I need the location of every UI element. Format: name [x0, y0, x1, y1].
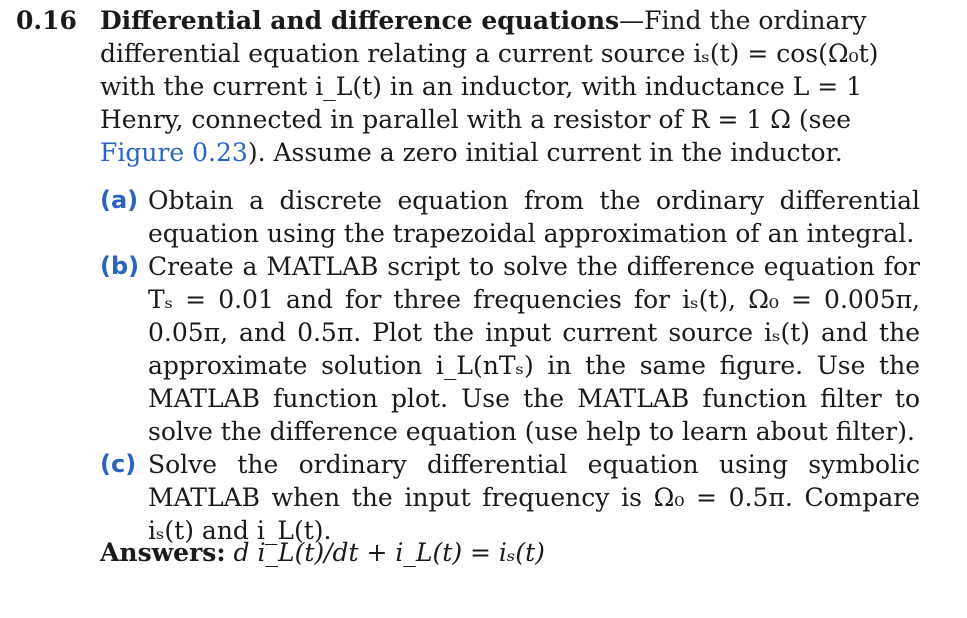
- part-a: [100, 184, 920, 250]
- part-c: [100, 448, 920, 547]
- part-b-label: (b): [100, 252, 140, 280]
- answers: [100, 536, 545, 569]
- part-b-text: Create a MATLAB script to solve the difference equation for Tₛ = 0.01 and for three frequencies for iₛ(t), Ω₀ = 0.005π, 0.05π, and 0.5π. Plot the input current source iₛ(t) and the approximate solution i_L(nTₛ) in the same figure. Use the MATLAB function plot. Use the MATLAB function filter to solve the difference equation (use help to learn about filter).: [148, 252, 920, 446]
- problem-number: 0.16: [16, 6, 77, 35]
- problem-title: Differential and difference equations: [100, 6, 620, 35]
- part-a-label: (a): [100, 186, 139, 214]
- figure-link[interactable]: Figure 0.23: [100, 138, 248, 167]
- part-c-text: Solve the ordinary differential equation using symbolic MATLAB when the input frequency is Ω₀ = 0.5π. Compare iₛ(t) and i_L(t).: [148, 450, 920, 545]
- part-b: [100, 250, 920, 448]
- part-c-label: (c): [100, 450, 137, 478]
- answers-equation: d i_L(t)/dt + i_L(t) = iₛ(t): [233, 538, 545, 567]
- part-a-text: Obtain a discrete equation from the ordinary differential equation using the trapezoidal approximation of an integral.: [148, 186, 920, 248]
- statement-text-after-link: ). Assume a zero initial current in the inductor.: [247, 138, 843, 167]
- parts-list: [100, 184, 920, 547]
- problem-statement: [100, 4, 920, 169]
- answers-label: Answers:: [100, 538, 226, 567]
- statement-text-before-link: —Find the ordinary differential equation relating a current source iₛ(t) = cos(Ω₀t) with the current i_L(t) in an inductor, with inductance L = 1 Henry, connected in parallel with a resistor of R = 1 Ω (see: [100, 6, 879, 134]
